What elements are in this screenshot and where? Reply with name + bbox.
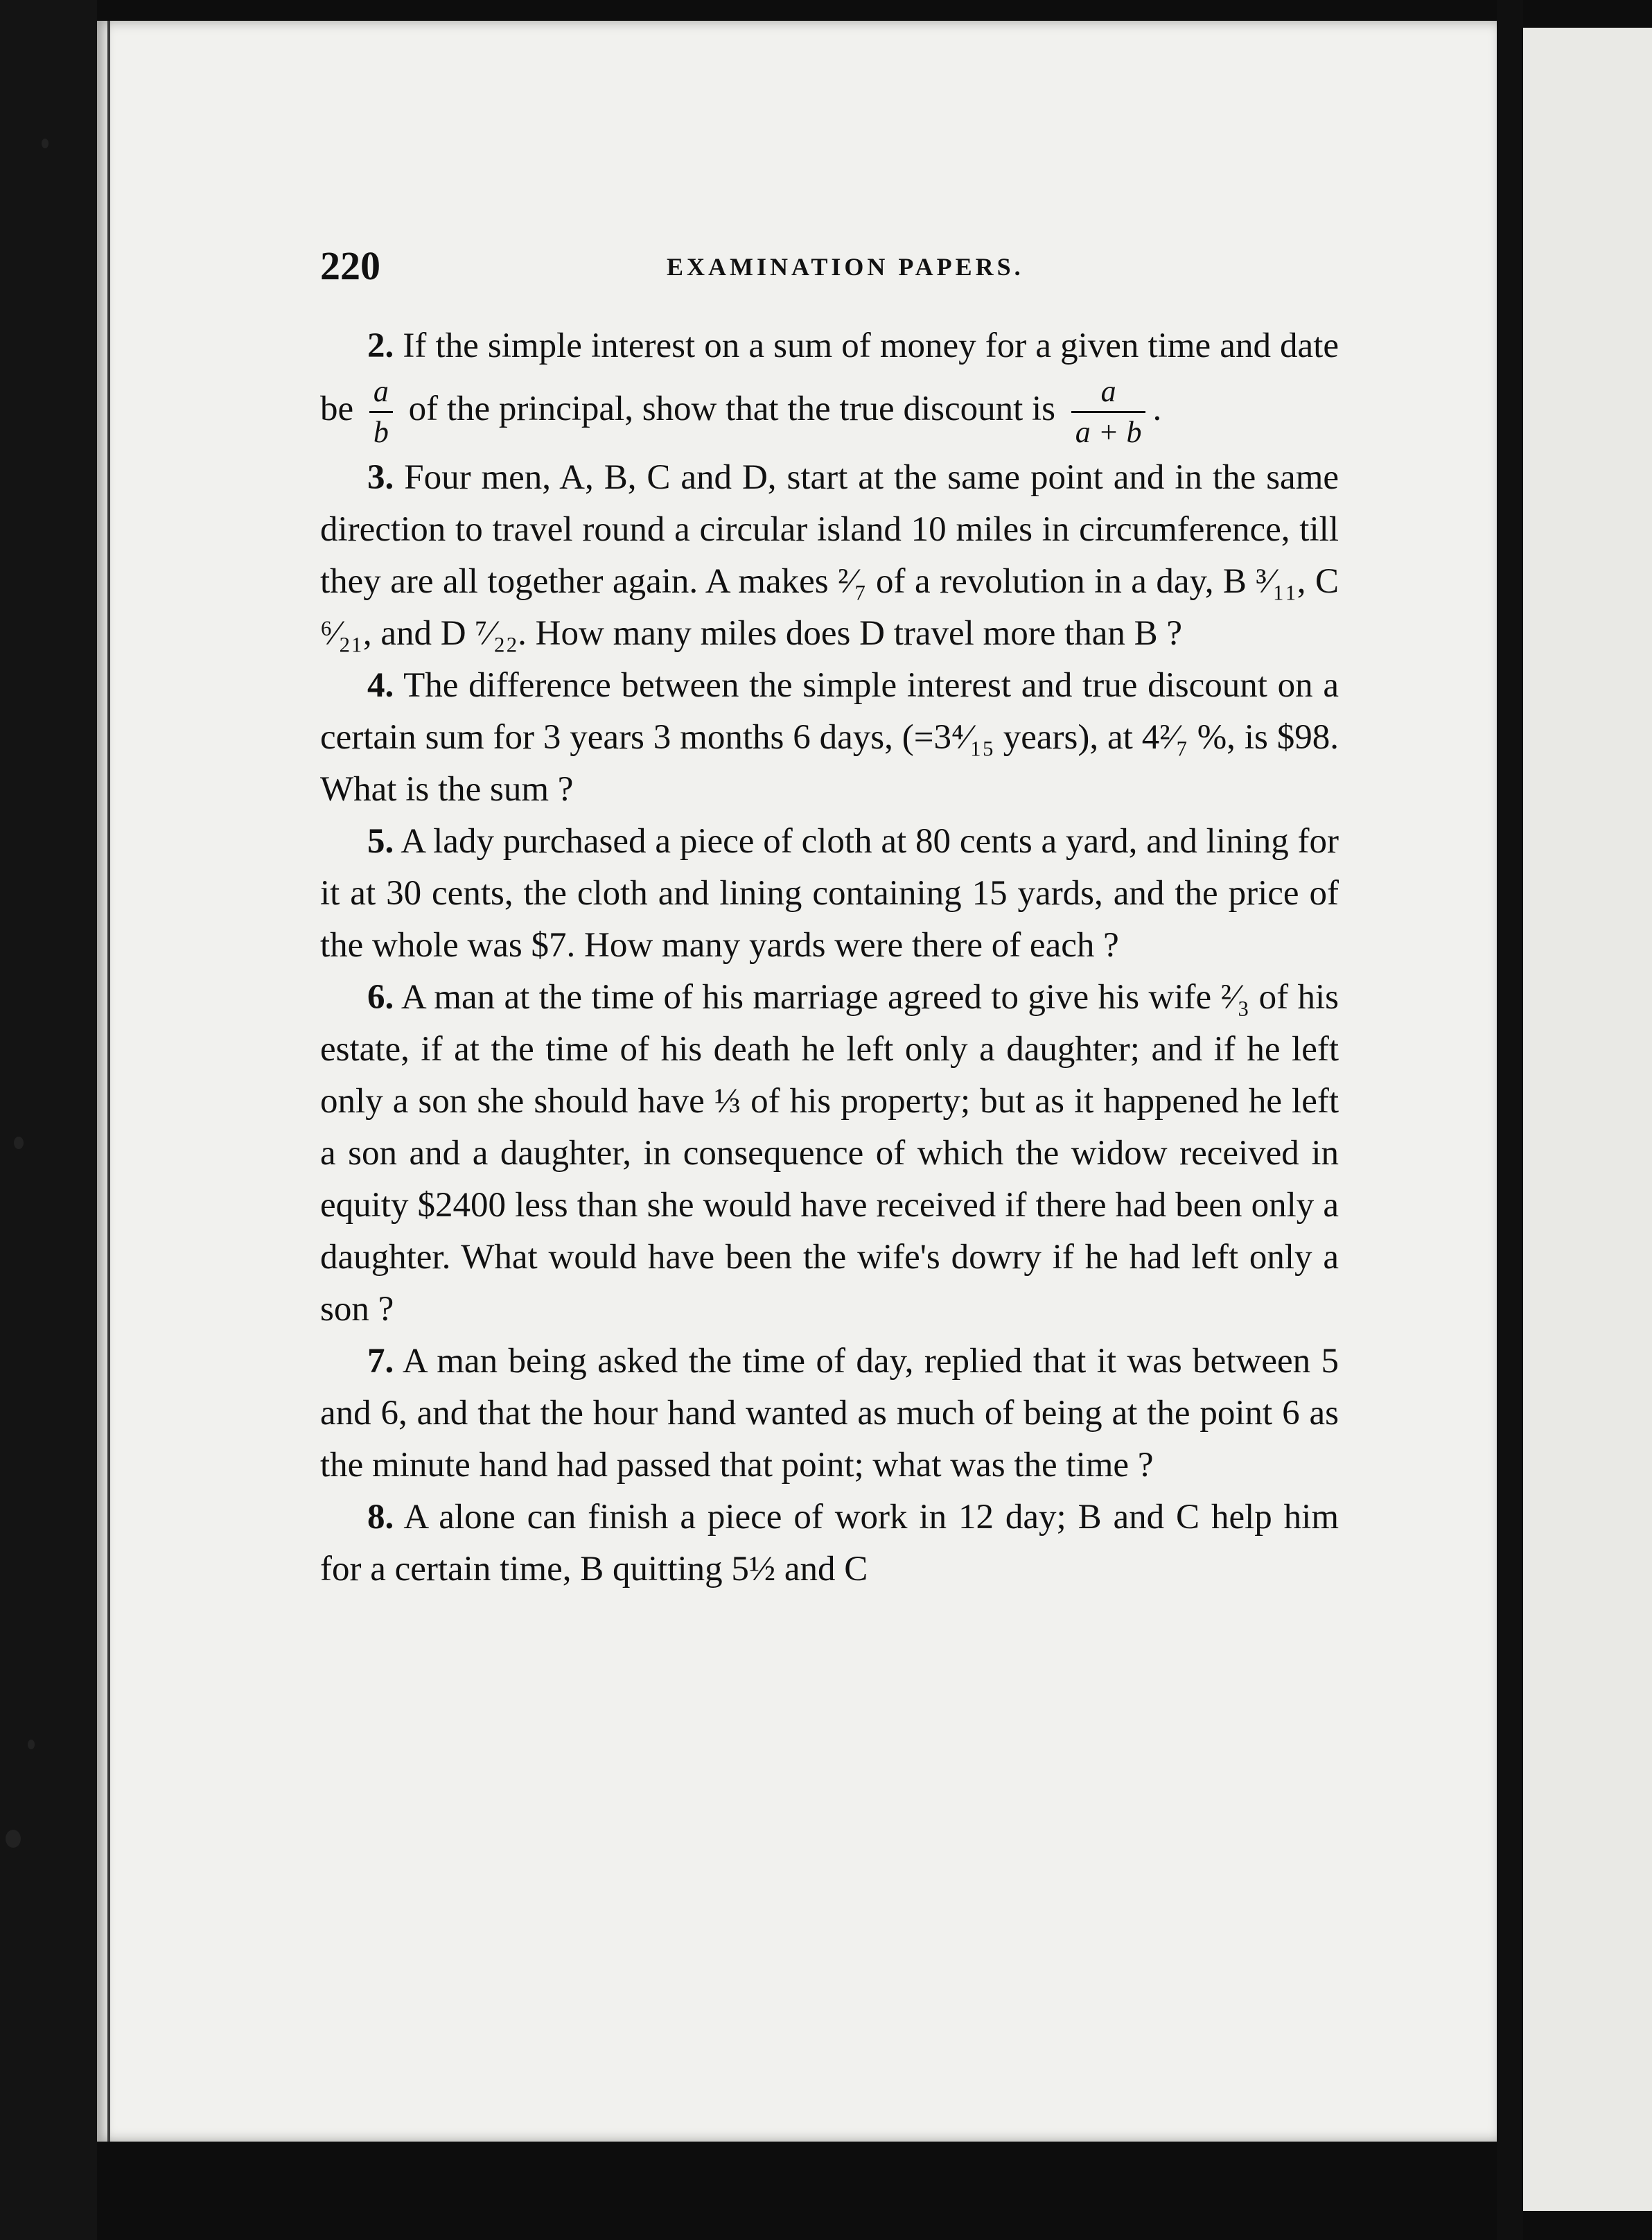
problem-number: 6. bbox=[367, 978, 394, 1017]
problem-number: 4. bbox=[367, 666, 394, 705]
fraction bbox=[1071, 372, 1146, 452]
problem-text: A man being asked the time of day, replied that it was between 5 and 6, and that the hour hand wanted as much of being at the point 6 as the minute hand had passed that point; what was the time ? bbox=[320, 1342, 1339, 1485]
page-number: 220 bbox=[320, 243, 380, 288]
problem-number: 2. bbox=[367, 326, 394, 365]
problem-text: . bbox=[1152, 390, 1162, 429]
running-head: EXAMINATION PAPERS. bbox=[667, 253, 1024, 281]
fraction-denominator: b bbox=[373, 415, 389, 449]
fraction-denominator: a + b bbox=[1075, 415, 1142, 449]
problem-number: 5. bbox=[367, 822, 394, 861]
fraction-numerator: a bbox=[369, 372, 393, 413]
problem-text: If the simple interest on a sum of money for a given time and date be bbox=[320, 326, 1339, 429]
fraction-numerator: a bbox=[1071, 372, 1146, 413]
scan-speck bbox=[14, 1137, 24, 1149]
problem-text: A man at the time of his marriage agreed to give his wife ²⁄₃ of his estate, if at the time of his death he left only a daughter; and if he left only a son she should have ⅓ of his property; but as it happened he left a son and a daughter, in consequence of which the widow received in equity $2400 less than she would have received if there had been only a daughter. What would have been the wife's dowry if he had left only a son ? bbox=[320, 978, 1339, 1329]
scan-speck bbox=[28, 1740, 35, 1749]
problem-text: Four men, A, B, C and D, start at the same point and in the same direction to travel round a circular island 10 miles in circumference, till they are all together again. A makes ²⁄₇ of a revolution in a day, B ³⁄₁₁, C ⁶⁄₂₁, and D ⁷⁄₂₂. How many miles does D travel more than B ? bbox=[320, 458, 1339, 653]
problem-text: of the principal, show that the true discount is bbox=[408, 390, 1056, 429]
problem-8 bbox=[320, 1491, 1339, 1595]
problem-5 bbox=[320, 816, 1339, 972]
problem-number: 8. bbox=[367, 1498, 394, 1537]
problem-7 bbox=[320, 1336, 1339, 1491]
page-body bbox=[320, 320, 1339, 1595]
problem-4 bbox=[320, 660, 1339, 816]
problem-number: 3. bbox=[367, 458, 394, 497]
scan-speck bbox=[42, 139, 49, 148]
left-binding-shadow bbox=[0, 0, 97, 2240]
fraction bbox=[369, 372, 393, 452]
page-header bbox=[320, 243, 1339, 298]
gutter-shadow bbox=[1497, 0, 1523, 2240]
problem-text: The difference between the simple interest and true discount on a certain sum for 3 years 3 months 6 days, (=3⁴⁄₁₅ years), at 4²⁄₇ %, is $98. What is the sum ? bbox=[320, 666, 1339, 809]
facing-page-edge bbox=[1523, 28, 1652, 2211]
page-edge-line bbox=[107, 21, 110, 2142]
scan-speck bbox=[6, 1830, 21, 1848]
problem-number: 7. bbox=[367, 1342, 394, 1381]
problem-text: A lady purchased a piece of cloth at 80 cents a yard, and lining for it at 30 cents, the cloth and lining containing 15 yards, and the price of the whole was $7. How many yards were there of each ? bbox=[320, 822, 1339, 965]
problem-text: A alone can finish a piece of work in 12 day; B and C help him for a certain time, B quitting 5½ and C bbox=[320, 1498, 1339, 1589]
problem-2 bbox=[320, 320, 1339, 452]
problem-3 bbox=[320, 452, 1339, 660]
problem-6 bbox=[320, 972, 1339, 1336]
